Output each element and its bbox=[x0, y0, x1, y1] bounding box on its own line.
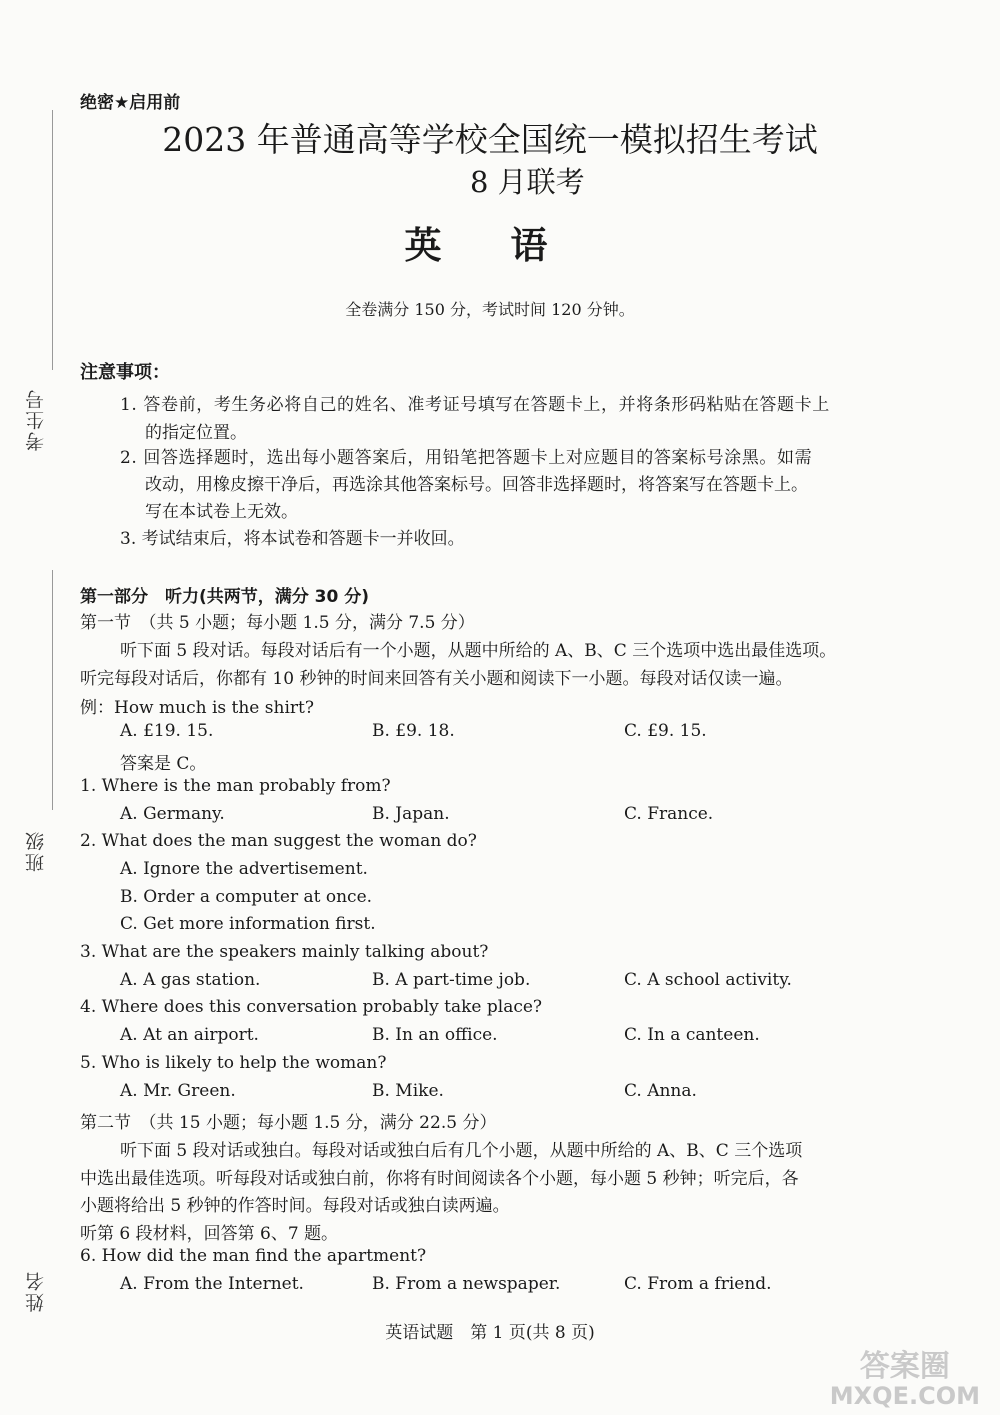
option-c: C. France. bbox=[624, 804, 714, 824]
question-1: 1. Where is the man probably from? bbox=[80, 776, 391, 796]
option-a: A. A gas station. bbox=[120, 970, 261, 990]
section2-heading: 第二节 （共 15 小题；每小题 1.5 分，满分 22.5 分） bbox=[80, 1113, 497, 1133]
watermark bbox=[830, 1350, 980, 1409]
note-line: 写在本试卷上无效。 bbox=[145, 502, 298, 522]
section1-heading: 第一节 （共 5 小题；每小题 1.5 分，满分 7.5 分） bbox=[80, 613, 475, 633]
question-2: 2. What does the man suggest the woman do? bbox=[80, 831, 477, 851]
total-score-note: 全卷满分 150 分，考试时间 120 分钟。 bbox=[345, 300, 635, 319]
option-c: C. Get more information first. bbox=[120, 914, 376, 934]
side-label-exam-no: 考生号 bbox=[25, 388, 47, 451]
option-c: C. From a friend. bbox=[624, 1274, 772, 1294]
note-line: 改动，用橡皮擦干净后，再选涂其他答案标号。回答非选择题时，将答案写在答题卡上。 bbox=[145, 475, 808, 495]
option-a: A. At an airport. bbox=[120, 1025, 259, 1045]
section2-instruction: 听下面 5 段对话或独白。每段对话或独白后有几个小题，从题中所给的 A、B、C 三个选项 bbox=[120, 1141, 803, 1161]
example-option-c: C. £9. 15. bbox=[624, 721, 707, 741]
option-b: B. Order a computer at once. bbox=[120, 887, 373, 907]
section2-instruction: 小题将给出 5 秒钟的作答时间。每段对话或独白读两遍。 bbox=[80, 1196, 510, 1216]
question-5: 5. Who is likely to help the woman? bbox=[80, 1053, 387, 1073]
exam-title: 2023 年普通高等学校全国统一模拟招生考试 bbox=[162, 120, 818, 159]
option-a: A. From the Internet. bbox=[120, 1274, 304, 1294]
option-b: B. Mike. bbox=[372, 1081, 444, 1101]
option-b: B. From a newspaper. bbox=[372, 1274, 561, 1294]
option-c: C. A school activity. bbox=[624, 970, 792, 990]
note-line: 3. 考试结束后，将本试卷和答题卡一并收回。 bbox=[120, 529, 465, 549]
watermark-url: MXQE.COM bbox=[829, 1381, 980, 1410]
option-b: B. Japan. bbox=[372, 804, 450, 824]
option-c: C. Anna. bbox=[624, 1081, 697, 1101]
side-label-name: 姓名 bbox=[25, 1270, 47, 1312]
section2-instruction: 中选出最佳选项。听每段对话或独白前，你将有时间阅读各个小题，每小题 5 秒钟；听完后，各 bbox=[80, 1169, 799, 1189]
option-c: C. In a canteen. bbox=[624, 1025, 760, 1045]
note-line: 1. 答卷前，考生务必将自己的姓名、准考证号填写在答题卡上，并将条形码粘贴在答题卡上 bbox=[120, 395, 830, 415]
notes-heading: 注意事项： bbox=[80, 362, 170, 383]
section1-instruction: 听下面 5 段对话。每段对话后有一个小题，从题中所给的 A、B、C 三个选项中选出最佳选项。 bbox=[120, 641, 837, 661]
option-a: A. Ignore the advertisement. bbox=[120, 859, 368, 879]
note-line: 的指定位置。 bbox=[145, 423, 247, 443]
subject-title: 英 语 bbox=[404, 224, 576, 267]
side-divider bbox=[52, 570, 53, 810]
option-b: B. In an office. bbox=[372, 1025, 498, 1045]
option-a: A. Mr. Green. bbox=[120, 1081, 236, 1101]
question-4: 4. Where does this conversation probably take place? bbox=[80, 997, 543, 1017]
option-b: B. A part-time job. bbox=[372, 970, 531, 990]
side-label-class: 班级 bbox=[25, 830, 47, 872]
watermark-text: 答案圈 bbox=[859, 1348, 950, 1384]
question-3: 3. What are the speakers mainly talking about? bbox=[80, 942, 489, 962]
confidential-label: 绝密★启用前 bbox=[80, 93, 181, 113]
page-footer: 英语试题 第 1 页(共 8 页) bbox=[385, 1323, 595, 1343]
material-note: 听第 6 段材料，回答第 6、7 题。 bbox=[80, 1224, 339, 1244]
example-option-a: A. £19. 15. bbox=[120, 721, 214, 741]
option-a: A. Germany. bbox=[120, 804, 225, 824]
example-answer: 答案是 C。 bbox=[120, 754, 207, 774]
note-line: 2. 回答选择题时，选出每小题答案后，用铅笔把答题卡上对应题目的答案标号涂黑。如需 bbox=[120, 448, 813, 468]
section1-instruction: 听完每段对话后，你都有 10 秒钟的时间来回答有关小题和阅读下一小题。每段对话仅读一遍。 bbox=[80, 669, 793, 689]
exam-subtitle: 8 月联考 bbox=[470, 165, 585, 199]
example-question: 例：How much is the shirt? bbox=[80, 698, 314, 718]
example-option-b: B. £9. 18. bbox=[372, 721, 455, 741]
question-6: 6. How did the man find the apartment? bbox=[80, 1246, 427, 1266]
part-heading: 第一部分 听力(共两节，满分 30 分) bbox=[80, 587, 370, 607]
